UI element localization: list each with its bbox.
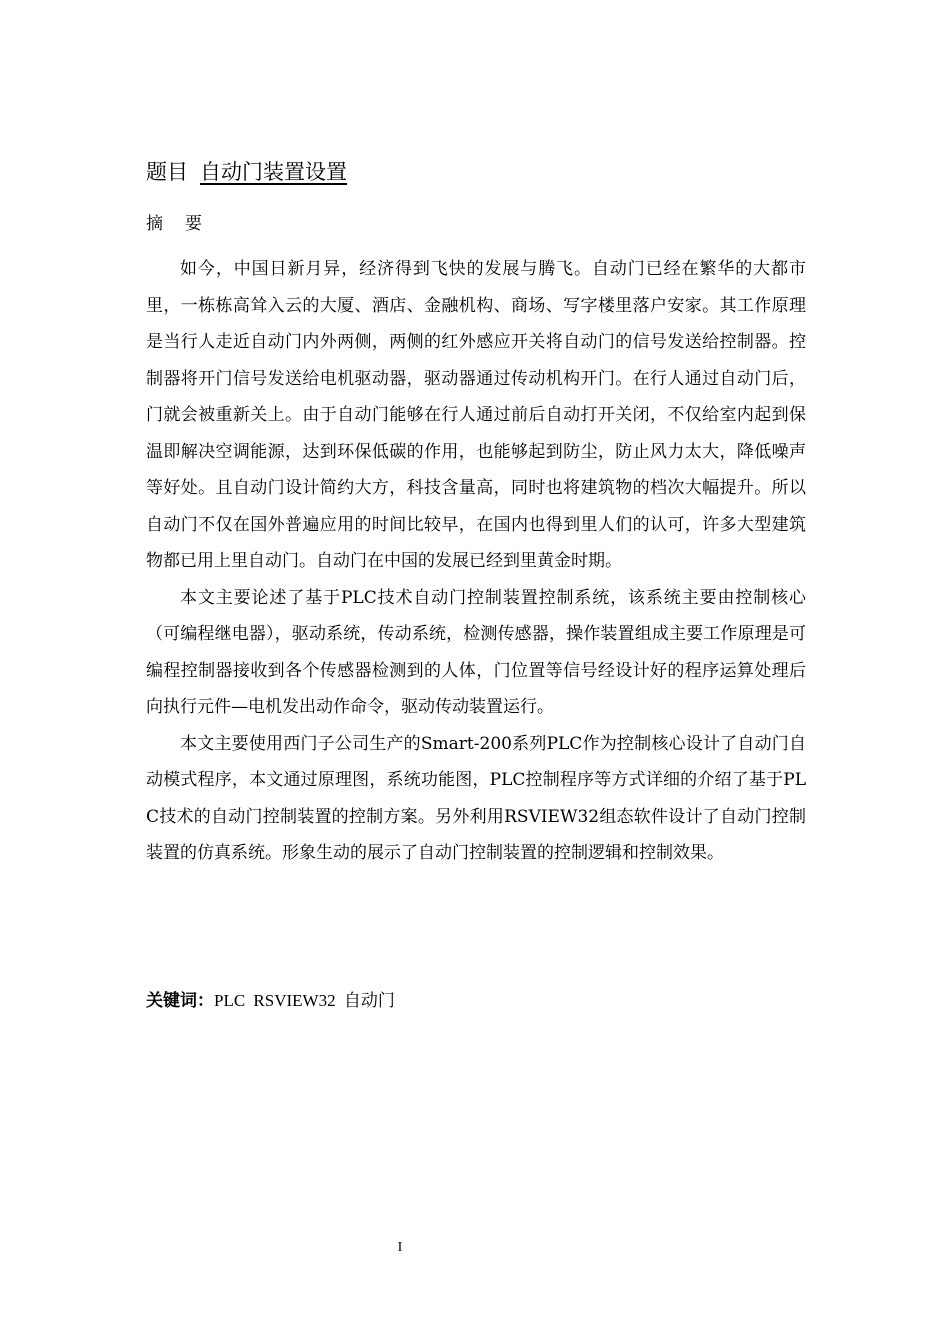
title-prefix: 题目 bbox=[146, 160, 188, 184]
keywords-label: 关键词： bbox=[146, 991, 214, 1011]
abstract-paragraph-3: 本文主要使用西门子公司生产的Smart-200系列PLC作为控制核心设计了自动门自动模式程序，本文通过原理图，系统功能图，PLC控制程序等方式详细的介绍了基于PLC技术的自动门控制装置的控制方案。另外利用RSVIEW32组态软件设计了自动门控制装置的仿真系统。形象生动的展示了自动门控制装置的控制逻辑和控制效果。 bbox=[146, 733, 806, 863]
title-line bbox=[146, 156, 347, 188]
page-number: I bbox=[397, 1240, 403, 1255]
abstract-paragraph-1: 如今，中国日新月异，经济得到飞快的发展与腾飞。自动门已经在繁华的大都市里，一栋栋高耸入云的大厦、酒店、金融机构、商场、写字楼里落户安家。其工作原理是当行人走近自动门内外两侧，两侧的红外感应开关将自动门的信号发送给控制器。控制器将开门信号发送给电机驱动器，驱动器通过传动机构开门。在行人通过自动门后，门就会被重新关上。由于自动门能够在行人通过前后自动打开关闭，不仅给室内起到保温即解决空调能源，达到环保低碳的作用，也能够起到防尘，防止风力太大，降低噪声等好处。且自动门设计简约大方，科技含量高，同时也将建筑物的档次大幅提升。所以自动门不仅在国外普遍应用的时间比较早，在国内也得到里人们的认可，许多大型建筑物都已用上里自动门。自动门在中国的发展已经到里黄金时期。 bbox=[146, 259, 806, 571]
document-title: 自动门装置设置 bbox=[200, 160, 347, 184]
keywords-value: PLC RSVIEW32 自动门 bbox=[214, 991, 395, 1010]
keywords-line bbox=[146, 986, 395, 1016]
abstract-body bbox=[146, 251, 806, 872]
abstract-paragraph-2: 本文主要论述了基于PLC技术自动门控制装置控制系统，该系统主要由控制核心（可编程继电器），驱动系统，传动系统，检测传感器，操作装置组成主要工作原理是可编程控制器接收到各个传感器检测到的人体，门位置等信号经设计好的程序运算处理后向执行元件—电机发出动作命令，驱动传动装置运行。 bbox=[146, 587, 806, 717]
abstract-heading: 摘要 bbox=[146, 214, 224, 234]
